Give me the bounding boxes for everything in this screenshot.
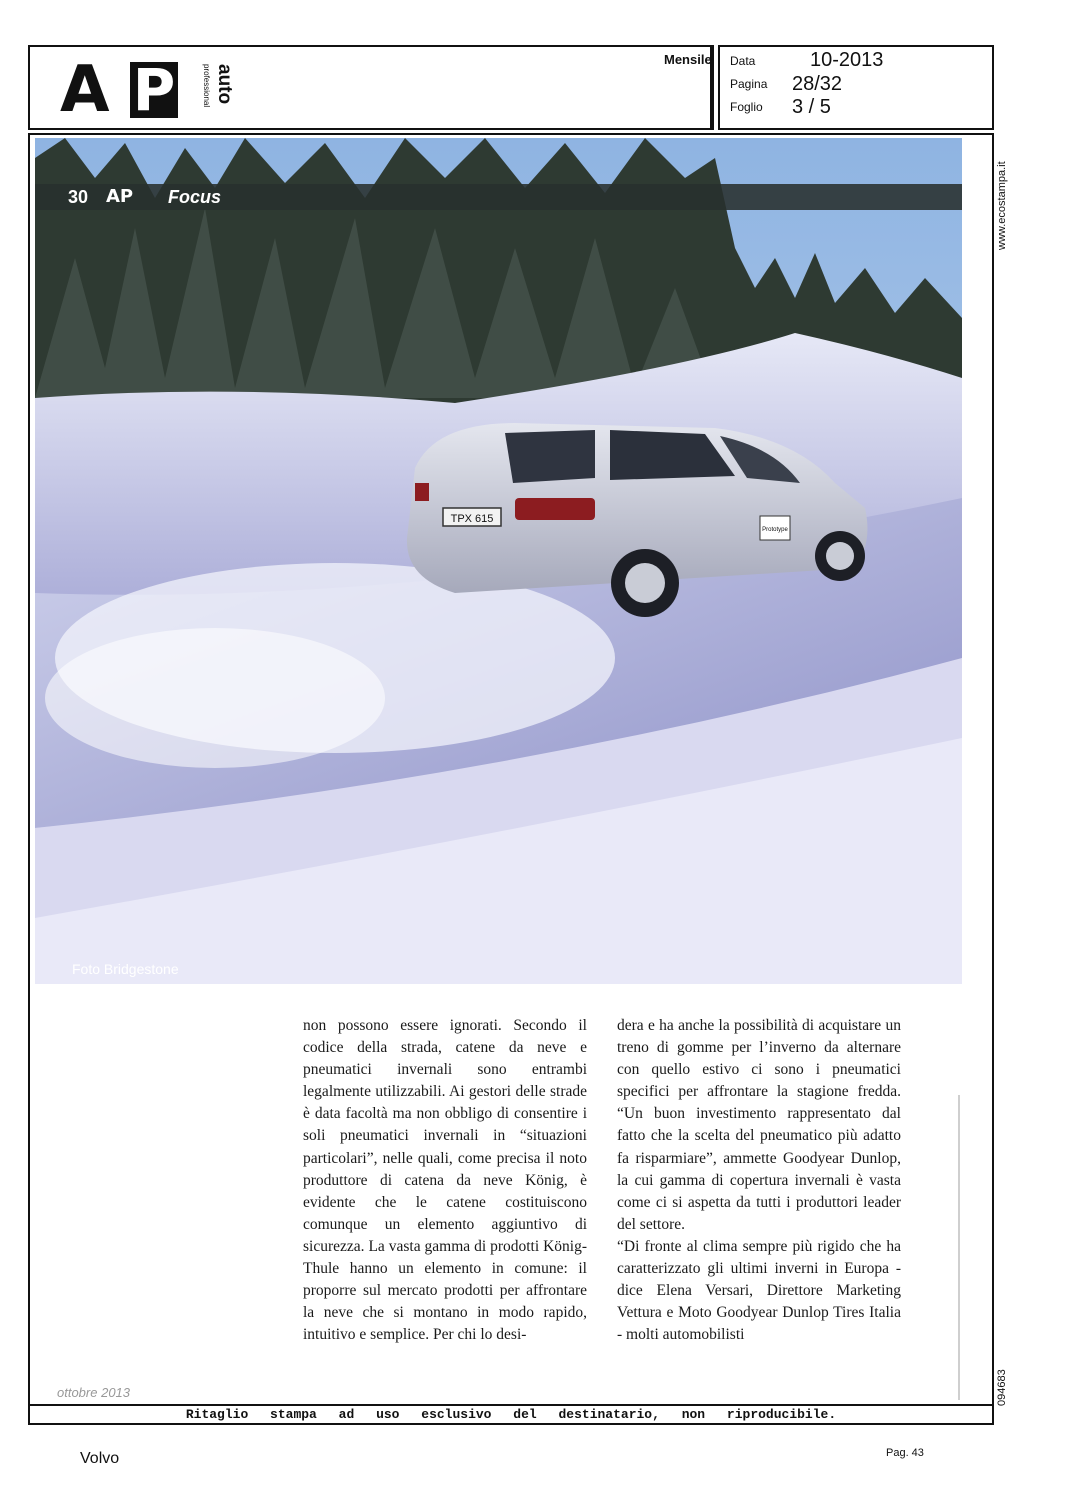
logo-auto: auto bbox=[214, 64, 235, 105]
car-badge: Prototype bbox=[762, 527, 788, 533]
source-url: www.ecostampa.it bbox=[996, 161, 1008, 250]
meta-label-pagina: Pagina bbox=[730, 77, 768, 91]
meta-value-foglio: 3 / 5 bbox=[792, 96, 831, 118]
logo-letter-p: P bbox=[130, 62, 178, 118]
logo-letter-a: A bbox=[60, 53, 110, 127]
section-logo: AP bbox=[106, 186, 134, 207]
column-rule bbox=[958, 1095, 960, 1400]
meta-label-foglio: Foglio bbox=[730, 100, 763, 114]
photo-credit: Foto Bridgestone bbox=[72, 961, 179, 977]
page-footer-number: Pag. 43 bbox=[886, 1447, 924, 1459]
copyright-notice: Ritaglio stampa ad uso esclusivo del destinatario, non riproducibile. bbox=[185, 1407, 837, 1422]
column-2-paragraph-2: “Di fronte al clima sempre più rigido che ha caratterizzato gli ultimi inverni in Europa - dice Elena Versari, Direttore Marketing Vettura e Moto Goodyear Dunlop Tires Italia - molti automobilisti bbox=[617, 1237, 901, 1344]
magazine-page-number: 30 bbox=[68, 187, 89, 207]
logo-professional: professional bbox=[202, 64, 211, 108]
issue-month: ottobre 2013 bbox=[57, 1385, 131, 1400]
section-title: Focus bbox=[168, 187, 222, 207]
meta-label-data: Data bbox=[730, 54, 756, 68]
clipping-code: 094683 bbox=[996, 1369, 1008, 1406]
periodicity-label: Mensile bbox=[664, 52, 712, 67]
logo-subtitle bbox=[180, 64, 240, 116]
article-column-2 bbox=[617, 1015, 901, 1346]
meta-value-data: 10-2013 bbox=[810, 49, 884, 71]
meta-value-pagina: 28/32 bbox=[792, 73, 843, 95]
ap-logo bbox=[60, 53, 235, 127]
license-plate: TPX 615 bbox=[450, 513, 494, 525]
article-column-1 bbox=[303, 1015, 587, 1346]
column-1-text: non possono essere ignorati. Secondo il codice della strada, catene da neve e pneumatici invernali sono entrambi legalmente utilizzabili. Ai gestori delle strade è data facoltà ma non obbligo di consentire i soli pneumatici invernali in “situazioni particolari”, nelle quali, come precisa il noto produttore di catena da neve König, è evidente che le catene costituiscono comunque un elemento aggiuntivo di sicurezza. La vasta gamma di prodotti König-Thule hanno un elemento in comune: il proporre sul mercato prodotti per affrontare la neve che si montano in modo rapido, intuitivo e semplice. Per chi lo desi- bbox=[303, 1017, 587, 1344]
column-2-paragraph-1: dera e ha anche la possibilità di acquistare un treno di gomme per l’inverno da alternare con quello estivo ci sono i pneumatici specifici per affrontare la stagione fredda. “Un buon investimento rappresentato dal fatto che la scelta del pneumatico più adatto fa risparmiare”, ammette Goodyear Dunlop, la cui gamma di copertura invernali è vasta come ci si aspetta da tutti i produttori leader del settore. bbox=[617, 1017, 901, 1233]
client-name: Volvo bbox=[80, 1450, 120, 1467]
snow-car-photo bbox=[35, 138, 962, 984]
photo-illustration bbox=[35, 138, 962, 984]
